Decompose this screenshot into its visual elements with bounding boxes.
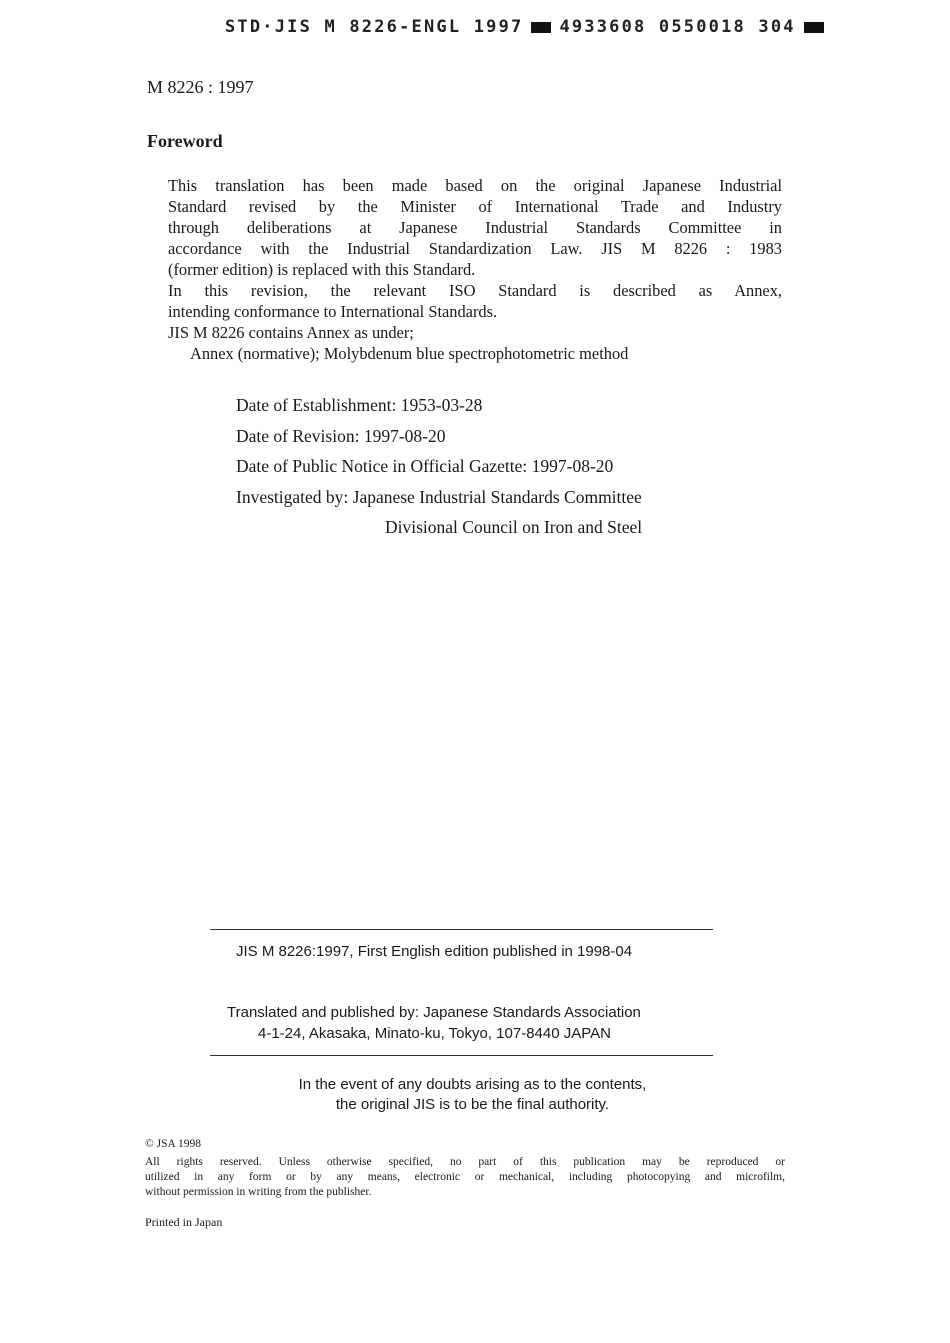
black-block-mark (804, 22, 824, 33)
annex-line: Annex (normative); Molybdenum blue spectrophotometric method (190, 344, 629, 363)
date-of-public-notice: Date of Public Notice in Official Gazette: 1997-08-20 (236, 456, 614, 476)
foreword-line: (former edition) is replaced with this Standard. (168, 260, 476, 279)
printed-in: Printed in Japan (145, 1215, 223, 1229)
foreword-line: In this revision, the relevant ISO Standard is described as Annex, (168, 281, 782, 300)
rights-notice (145, 1155, 785, 1200)
authority-notice-line: the original JIS is to be the final authority. (335, 1096, 610, 1113)
edition-line: JIS M 8226:1997, First English edition published in 1998-04 (236, 943, 633, 960)
divider-line (210, 929, 713, 930)
black-block-mark (531, 22, 551, 33)
divider-line (210, 1055, 713, 1056)
foreword-body (168, 175, 782, 364)
publisher-address: 4-1-24, Akasaka, Minato-ku, Tokyo, 107-8440 JAPAN (258, 1025, 611, 1042)
rights-line: All rights reserved. Unless otherwise specified, no part of this publication may be reproduced or (145, 1156, 785, 1168)
header-code-left: STD·JIS M 8226-ENGL 1997 (225, 17, 524, 37)
authority-notice-line: In the event of any doubts arising as to the contents, (298, 1076, 647, 1093)
investigated-by: Investigated by: Japanese Industrial Standards Committee (236, 487, 642, 507)
foreword-line: This translation has been made based on the original Japanese Industrial (168, 176, 782, 195)
copyright-notice: © JSA 1998 (145, 1138, 202, 1150)
date-of-revision: Date of Revision: 1997-08-20 (236, 426, 446, 446)
investigated-by-council: Divisional Council on Iron and Steel (385, 517, 643, 537)
translated-by: Translated and published by: Japanese Standards Association (227, 1004, 641, 1021)
foreword-line: JIS M 8226 contains Annex as under; (168, 323, 414, 342)
rights-line: without permission in writing from the publisher. (145, 1186, 372, 1198)
foreword-title: Foreword (147, 131, 223, 151)
header-code-right: 4933608 0550018 304 (559, 17, 796, 37)
foreword-line: Standard revised by the Minister of International Trade and Industry (168, 197, 782, 216)
document-number: M 8226 : 1997 (147, 77, 254, 97)
authority-notice (200, 1075, 745, 1115)
foreword-line: intending conformance to International Standards. (168, 302, 498, 321)
date-of-establishment: Date of Establishment: 1953-03-28 (236, 395, 483, 415)
foreword-line: accordance with the Industrial Standardization Law. JIS M 8226 : 1983 (168, 239, 782, 258)
foreword-line: through deliberations at Japanese Industrial Standards Committee in (168, 218, 782, 237)
document-header-code (225, 17, 832, 37)
rights-line: utilized in any form or by any means, electronic or mechanical, including photocopying and microfilm, (145, 1171, 785, 1183)
